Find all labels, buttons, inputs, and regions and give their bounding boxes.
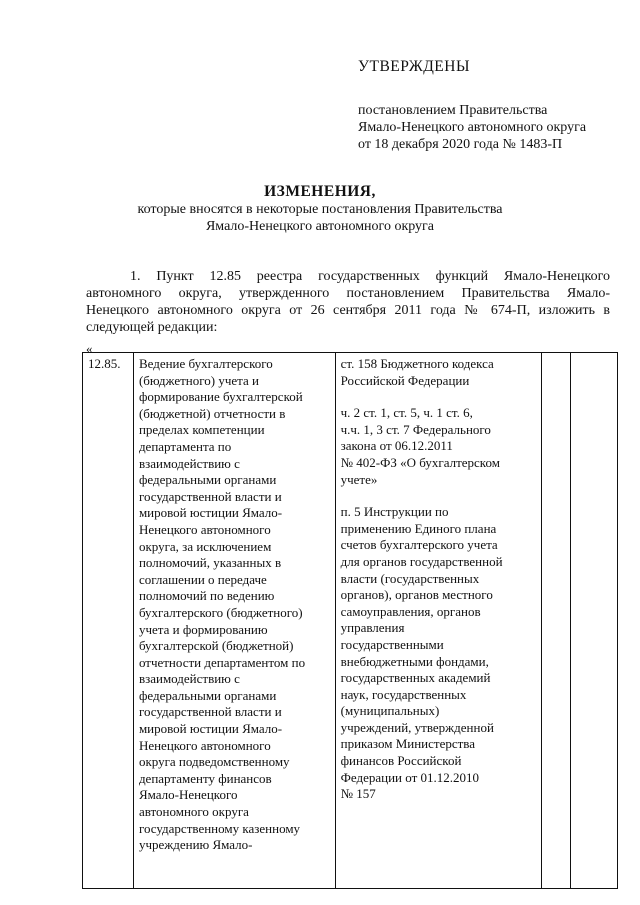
function-name-cell <box>133 353 335 889</box>
function-name-line: взаимодействию с <box>138 455 240 471</box>
function-name-line: департамента по <box>138 438 232 454</box>
function-name-line: соглашении о передаче <box>138 571 267 587</box>
function-name-line: учета и формированию <box>138 621 268 637</box>
legal-basis-line: Федерации от 01.12.2010 <box>340 769 480 785</box>
function-name-line: Ненецкого автономного <box>138 737 271 753</box>
document-title: ИЗМЕНЕНИЯ, <box>264 183 376 200</box>
legal-basis-line: наук, государственных <box>340 686 467 702</box>
empty-cell <box>571 353 618 889</box>
function-name-line: Ненецкого автономного <box>138 521 271 537</box>
function-name-line: бухгалтерского (бюджетного) <box>138 604 303 620</box>
function-name-line: автономного округа <box>138 804 249 820</box>
legal-basis-line: закона от 06.12.2011 <box>340 438 453 454</box>
function-name-line: бухгалтерской (бюджетной) <box>138 638 294 654</box>
approval-block <box>358 58 628 153</box>
legal-basis-line: самоуправления, органов <box>340 603 481 619</box>
function-name-line: полномочий, указанных в <box>138 555 282 571</box>
legal-basis-line: управления <box>340 620 405 636</box>
approval-line: Ямало-Ненецкого автономного округа <box>358 120 587 135</box>
function-name-line: пределах компетенции <box>138 422 265 438</box>
legal-basis-line: № 157 <box>340 786 376 802</box>
legal-basis-line: ч. 2 ст. 1, ст. 5, ч. 1 ст. 6, <box>340 405 473 421</box>
item-1-paragraph <box>86 268 610 336</box>
approval-line: от 18 декабря 2020 года № 1483-П <box>358 137 563 152</box>
function-name-line: государственному казенному <box>138 820 301 836</box>
registry-table <box>82 352 618 889</box>
function-name-line: округа, за исключением <box>138 538 272 554</box>
function-name-line: департаменту финансов <box>138 770 272 786</box>
function-name-line: отчетности департаментом по <box>138 654 306 670</box>
paragraph-line: следующей редакции: <box>86 320 218 335</box>
legal-basis-line: государственных академий <box>340 670 491 686</box>
legal-basis-line: государственными <box>340 636 444 652</box>
legal-basis-line: ч.ч. 1, 3 ст. 7 Федерального <box>340 421 491 437</box>
function-name-line: Ведение бухгалтерского <box>138 356 273 371</box>
approval-line: постановлением Правительства <box>358 103 548 118</box>
legal-basis-line: ст. 158 Бюджетного кодекса <box>340 356 494 371</box>
legal-basis-line: финансов Российской <box>340 753 462 769</box>
legal-basis-line: для органов государственной <box>340 553 503 569</box>
legal-basis-line: власти (государственных <box>340 570 480 586</box>
function-name-line: федеральными органами <box>138 687 277 703</box>
function-name-line: округа подведомственному <box>138 754 290 770</box>
document-heading <box>0 182 640 235</box>
document-subtitle-line: которые вносятся в некоторые постановления Правительства <box>137 202 503 217</box>
legal-basis-line: применению Единого плана <box>340 520 497 536</box>
function-name-line: федеральными органами <box>138 472 277 488</box>
function-name-line: государственной власти и <box>138 488 282 504</box>
legal-basis-line: счетов бухгалтерского учета <box>340 537 498 553</box>
paragraph-gap <box>341 488 537 504</box>
opening-quote-mark: « <box>86 341 93 356</box>
function-name-line: (бюджетного) учета и <box>138 372 259 388</box>
function-name-line: учреждению Ямало- <box>138 837 253 853</box>
legal-basis-cell <box>335 353 541 889</box>
legal-basis-line: внебюджетными фондами, <box>340 653 489 669</box>
legal-basis-line: учреждений, утвержденной <box>340 719 494 735</box>
function-name-line: государственной власти и <box>138 704 282 720</box>
legal-basis-line: (муниципальных) <box>340 703 440 719</box>
function-name-line: мировой юстиции Ямало- <box>138 505 283 521</box>
function-name-line: формирование бухгалтерской <box>138 389 303 405</box>
document-subtitle-line: Ямало-Ненецкого автономного округа <box>205 219 435 234</box>
paragraph-line: Ненецкого автономного округа от 26 сентября 2011 года № 674-П, изложить в <box>86 303 610 318</box>
legal-basis-line: № 402-ФЗ «О бухгалтерском <box>340 454 500 470</box>
legal-basis-line: приказом Министерства <box>340 736 476 752</box>
approval-title: УТВЕРЖДЕНЫ <box>358 58 470 75</box>
legal-basis-line: п. 5 Инструкции по <box>340 504 449 520</box>
function-name-line: полномочий по ведению <box>138 588 275 604</box>
paragraph-gap <box>341 389 537 405</box>
row-number: 12.85. <box>88 356 121 371</box>
table-row <box>83 353 618 889</box>
legal-basis-line: Российской Федерации <box>340 372 470 388</box>
row-number-cell <box>83 353 134 889</box>
legal-basis-line: органов), органов местного <box>340 587 493 603</box>
legal-basis-line: учете» <box>340 471 378 487</box>
paragraph-line: 1. Пункт 12.85 реестра государственных функций Ямало-Ненецкого <box>130 269 610 284</box>
empty-cell <box>541 353 571 889</box>
function-name-line: (бюджетной) отчетности в <box>138 405 286 421</box>
function-name-line: взаимодействию с <box>138 671 240 687</box>
paragraph-line: автономного округа, утвержденного постановлением Правительства Ямало- <box>86 286 610 301</box>
function-name-line: мировой юстиции Ямало- <box>138 721 283 737</box>
function-name-line: Ямало-Ненецкого <box>138 787 238 803</box>
